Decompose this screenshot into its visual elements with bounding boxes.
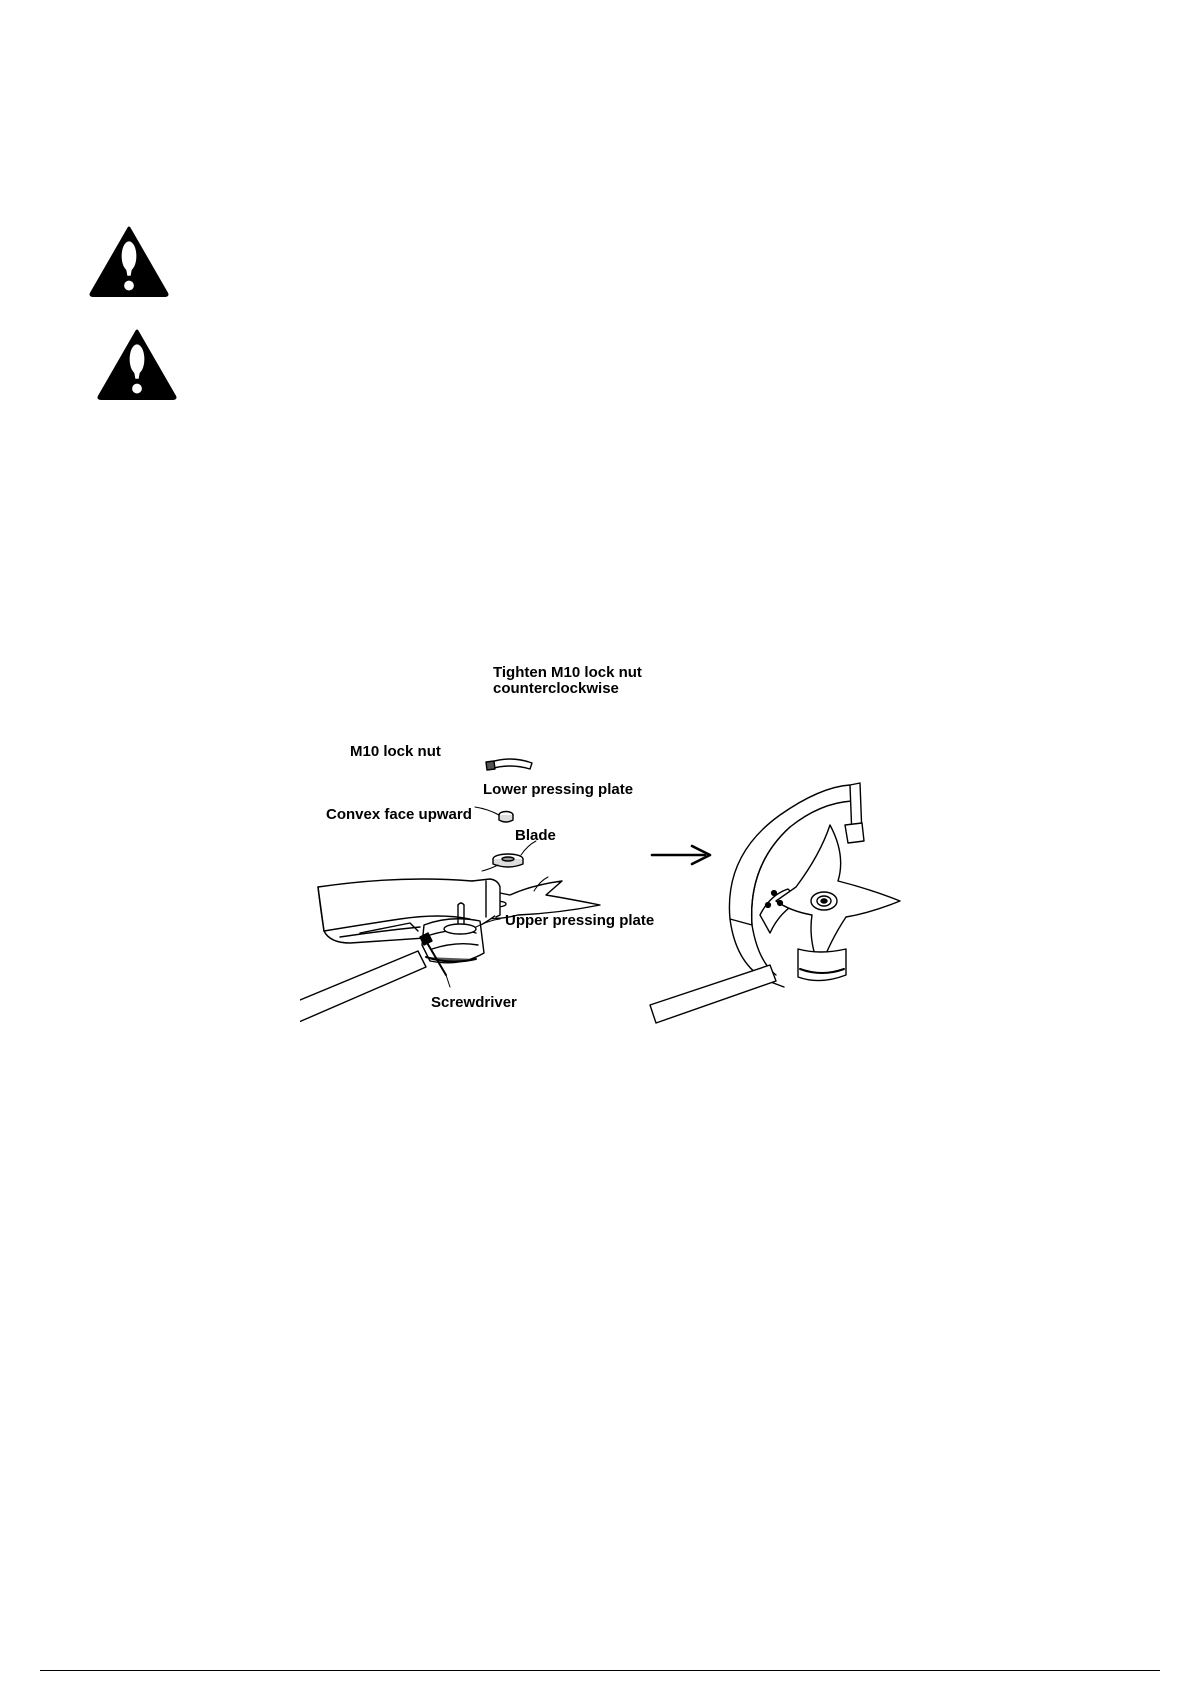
guard-assembly-right <box>650 783 900 1023</box>
warning-icon <box>88 225 170 297</box>
lower-pressing-plate-icon <box>482 841 536 871</box>
callout-convex-face-upward: Convex face upward <box>326 806 472 823</box>
callout-upper-pressing-plate: Upper pressing plate <box>505 912 655 929</box>
warning-icon <box>96 328 178 400</box>
callout-lower-pressing-plate: Lower pressing plate <box>483 781 634 798</box>
blade-assembly-figure <box>300 664 1000 1125</box>
callout-screwdriver: Screwdriver <box>431 994 517 1011</box>
wrench-icon <box>486 759 532 770</box>
callout-tighten-line-2: counterclockwise <box>493 680 619 697</box>
footer-rule <box>40 1670 1160 1671</box>
callout-blade: Blade <box>515 827 556 844</box>
lock-nut-icon <box>475 807 513 822</box>
arrow-right-icon <box>652 846 710 864</box>
callout-m10-lock-nut: M10 lock nut <box>350 743 441 760</box>
callout-tighten-line-1: Tighten M10 lock nut <box>493 664 642 681</box>
